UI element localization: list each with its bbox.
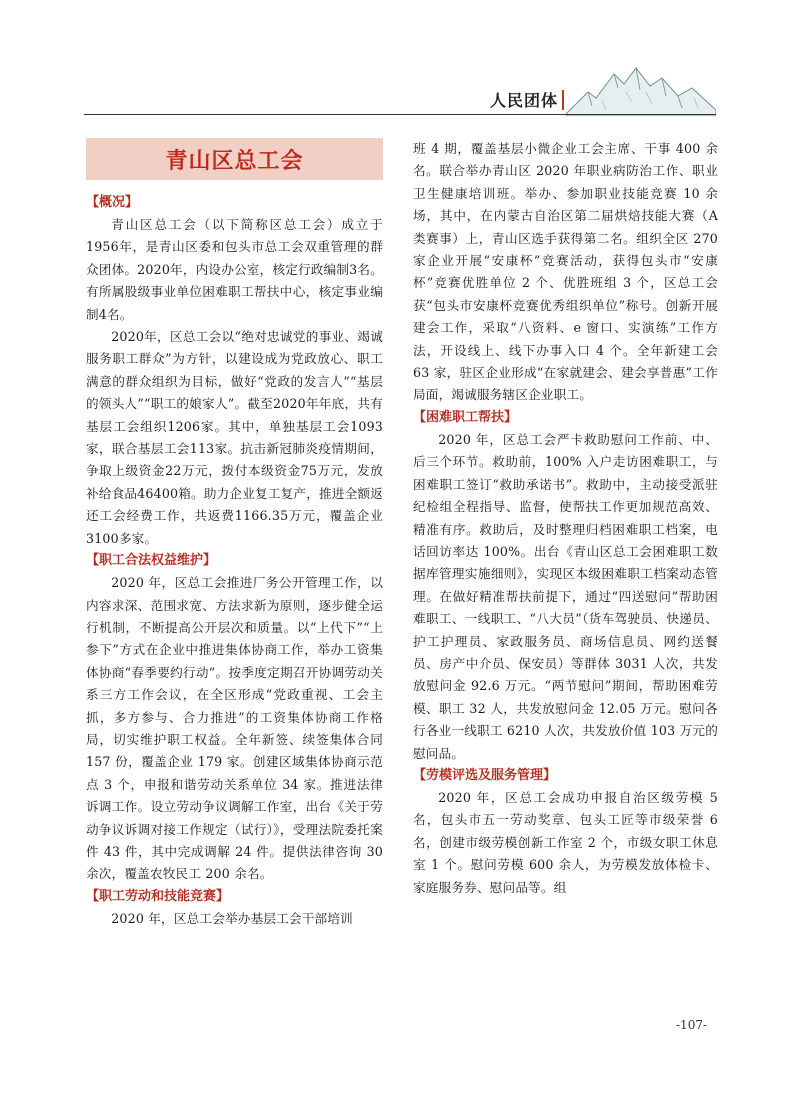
running-header: 人民团体 — [490, 91, 559, 110]
mountain-decoration — [566, 62, 716, 116]
header-accent-bar — [562, 90, 564, 110]
section-heading-overview: 【概况】 — [86, 195, 139, 210]
section-heading-competition: 【职工劳动和技能竞赛】 — [86, 888, 230, 904]
right-column — [413, 138, 718, 899]
paragraph: 2020 年，区总工会严卡救助慰问工作前、中、后三个环节。救助前，100% 入户走访困难职工，与困难职工签订“救助承诺书”。救助中，主动接受派驻纪检组全程指导、监督，使帮扶工作更加规范高效、精准有序。救助后，及时整理归档困难职工档案，电话回访率达 100%。出台《青山区总工会困难职工数据库管理实施细则》，实现区本级困难职工档案动态管理。在做好精准帮扶前提下，通过“四送慰问”帮助困难职工、一线职工、“八大员”（货车驾驶员、快递员、护工护理员、家政服务员、商场信息员、网约送餐员、房产中介员、保安员）等群体 3031 人次，共发放慰问金 92.6 万元。“两节慰问”期间，帮助困难劳模、职工 32 人，共发放慰问金 12.05 万元。慰问各行各业一线职工 6210 人次，共发放价值 103 万元的慰问品。 — [413, 431, 718, 761]
page-number: -107- — [676, 1018, 708, 1032]
paragraph: 2020 年，区总工会成功申报自治区级劳模 5 名，包头市五一劳动奖章、包头工匠等市级荣誉 6 名，创建市级劳模创新工作室 2 个，市级女职工休息室 1 个。慰问劳模 600 余人，为劳模发放体检卡、家庭服务券、慰问品等。组 — [413, 789, 718, 895]
paragraph: 青山区总工会（以下简称区总工会）成立于1956年，是青山区委和包头市总工会双重管理的群众团体。2020年，内设办公室，核定行政编制3名。有所属股级事业单位困难职工帮扶中心，核定事业编制4名。 — [86, 217, 383, 322]
page-title: 青山区总工会 — [165, 148, 304, 174]
section-heading-assistance: 【困难职工帮扶】 — [413, 409, 518, 425]
paragraph: 班 4 期，覆盖基层小微企业工会主席、干事 400 余名。联合举办青山区 2020 年职业病防治工作、职业卫生健康培训班。举办、参加职业技能竞赛 10 余场，其中，在内蒙古自治区第二届烘焙技能大赛（A 类赛事）上，青山区选手获得第二名。组织全区 270 家企业开展“安康杯”竞赛活动，获得包头市“安康杯”竞赛优胜单位 2 个、优胜班组 3 个，区总工会获“包头市安康杯竞赛优秀组织单位”称号。创新开展建会工作，采取“八资料、e 窗口、实演练”工作方法，开设线上、线下办事入口 4 个。全年新建工会 63 家，驻区企业形成“在家就建会、建会享普惠”工作局面，竭诚服务辖区企业职工。 — [413, 141, 718, 403]
section-heading-model-workers: 【劳模评选及服务管理】 — [413, 767, 557, 783]
title-banner — [86, 138, 383, 180]
section-heading-rights: 【职工合法权益维护】 — [86, 553, 217, 569]
left-column — [86, 138, 383, 930]
header-rule — [84, 114, 716, 115]
paragraph: 2020年，区总工会以“绝对忠诚党的事业、竭诚服务职工群众”为方针，以建设成为党政放心、职工满意的群众组织为目标，做好“党政的发言人”“基层的领头人”“职工的娘家人”。截至2020年年底，共有基层工会组织1206家。其中，单独基层工会1093家，联合基层工会113家。抗击新冠肺炎疫情期间，争取上级资金22万元，拨付本级资金75万元，发放补给食品46400箱。助力企业复工复产，推进全额返还工会经费工作，共返费1166.35万元，覆盖企业3100多家。 — [86, 329, 383, 546]
paragraph: 2020 年，区总工会举办基层工会干部培训 — [111, 910, 353, 926]
paragraph: 2020 年，区总工会推进厂务公开管理工作，以内容求深、范围求宽、方法求新为原则，逐步健全运行机制，不断提高公开层次和质量。以“上代下”“上参下”方式在企业中推进集体协商工作，举办工资集体协商“春季要约行动”。按季度定期召开协调劳动关系三方工作会议，在全区形成“党政重视、工会主抓，多方参与、合力推进”的工资集体协商工作格局，切实维护职工权益。全年新签、续签集体合同 157 份，覆盖企业 179 家。创建区域集体协商示范点 3 个，申报和谐劳动关系单位 34 家。推进法律诉调工作。设立劳动争议调解工作室，出台《关于劳动争议诉调对接工作规定（试行）》，受理法院委托案件 43 件，其中完成调解 24 件。提供法律咨询 30 余次，覆盖农牧民工 200 余名。 — [86, 575, 383, 882]
